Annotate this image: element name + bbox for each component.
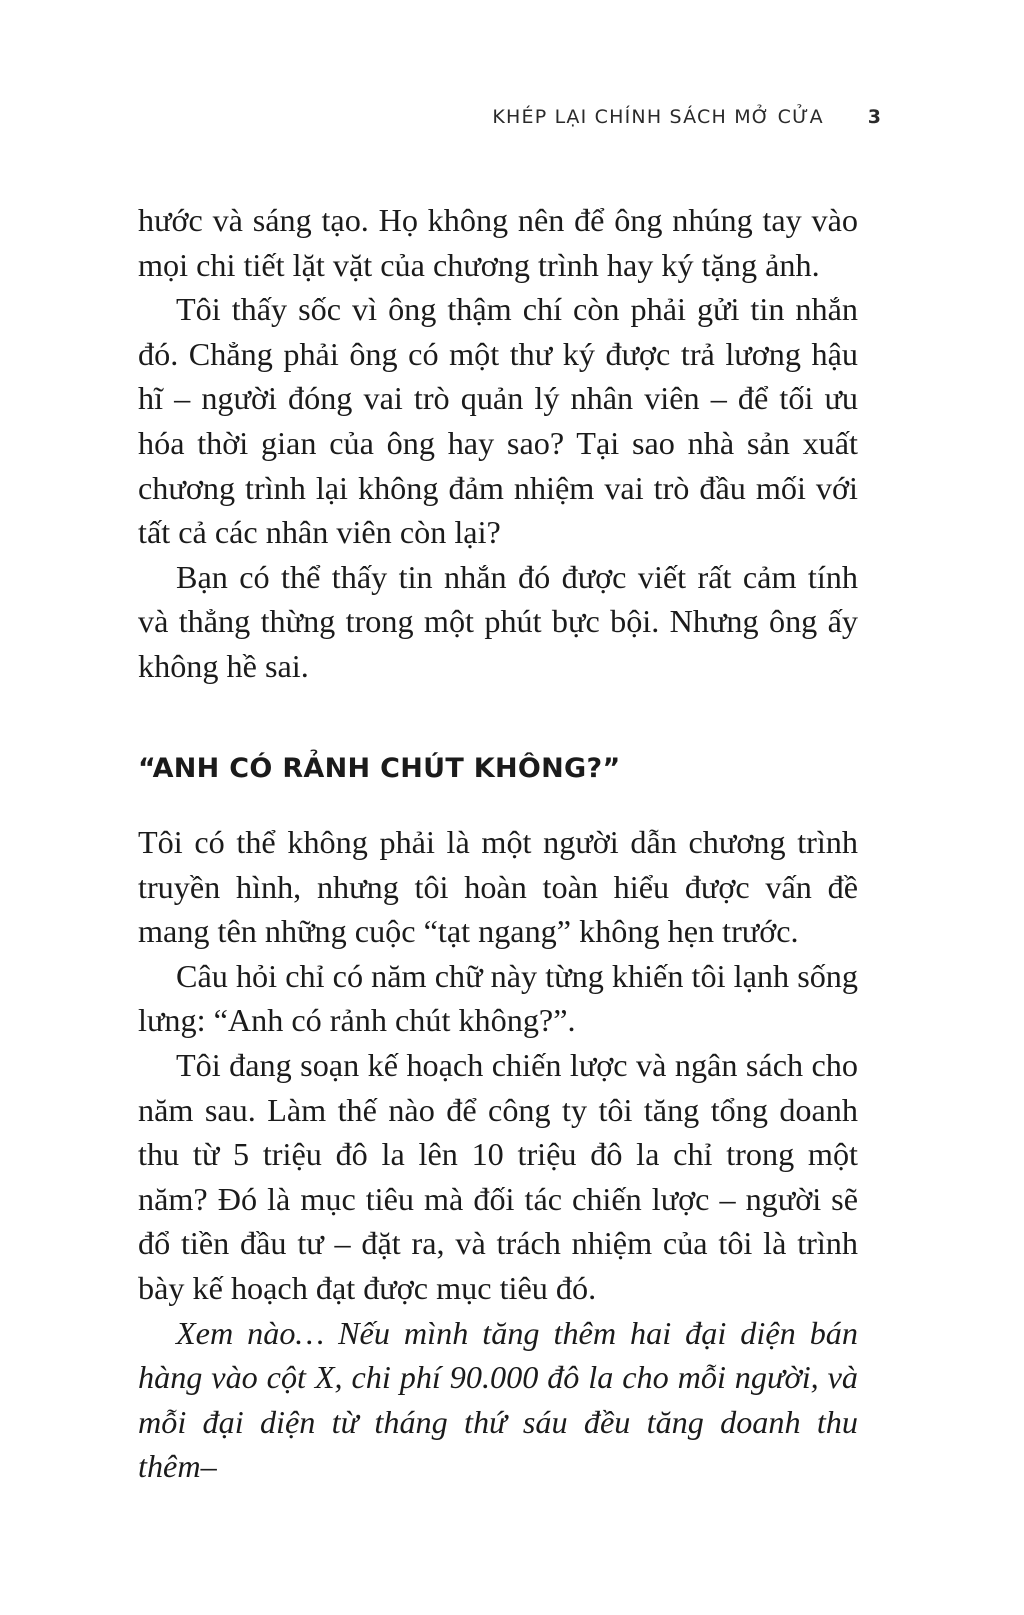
paragraph-strategy: Tôi đang soạn kế hoạch chiến lược và ngân sách cho năm sau. Làm thế nào để công ty tôi tăng tổng doanh thu từ 5 triệu đô la lên 10 triệu đô la chỉ trong một năm? Đó là mục tiêu mà đối tác chiến lược – người sẽ đổ tiền đầu tư – đặt ra, và trách nhiệm của tôi là trình bày kế hoạch đạt được mục tiêu đó. <box>138 1046 858 1306</box>
paragraph-message: Bạn có thể thấy tin nhắn đó được viết rất cảm tính và thẳng thừng trong một phút bực bội. Nhưng ông ấy không hề sai. <box>138 558 858 684</box>
paragraph-five-words: Câu hỏi chỉ có năm chữ này từng khiến tôi lạnh sống lưng: “Anh có rảnh chút không?”. <box>138 957 858 1039</box>
body-text-after-heading <box>138 820 858 1489</box>
paragraph-shock: Tôi thấy sốc vì ông thậm chí còn phải gửi tin nhắn đó. Chẳng phải ông có một thư ký được trả lương hậu hĩ – người đóng vai trò quản lý nhân viên – để tối ưu hóa thời gian của ông hay sao? Tại sao nhà sản xuất chương trình lại không đảm nhiệm vai trò đầu mối với tất cả các nhân viên còn lại? <box>138 291 858 551</box>
running-title: KHÉP LẠI CHÍNH SÁCH MỞ CỬA <box>492 106 824 128</box>
paragraph-continuation: hước và sáng tạo. Họ không nên để ông nhúng tay vào mọi chi tiết lặt vặt của chương trình hay ký tặng ảnh. <box>138 202 858 283</box>
paragraph-italic-thought: Xem nào… Nếu mình tăng thêm hai đại diện bán hàng vào cột X, chi phí 90.000 đô la cho mỗi người, và mỗi đại diện từ tháng thứ sáu đều tăng doanh thu thêm– <box>138 1314 858 1485</box>
body-text-before-heading <box>138 198 858 689</box>
section-heading: “ANH CÓ RẢNH CHÚT KHÔNG?” <box>138 753 621 784</box>
paragraph-drop-ins: Tôi có thể không phải là một người dẫn chương trình truyền hình, nhưng tôi hoàn toàn hiểu được vấn đề mang tên những cuộc “tạt ngang” không hẹn trước. <box>138 824 858 950</box>
running-header <box>492 106 881 128</box>
page-number: 3 <box>867 106 881 128</box>
